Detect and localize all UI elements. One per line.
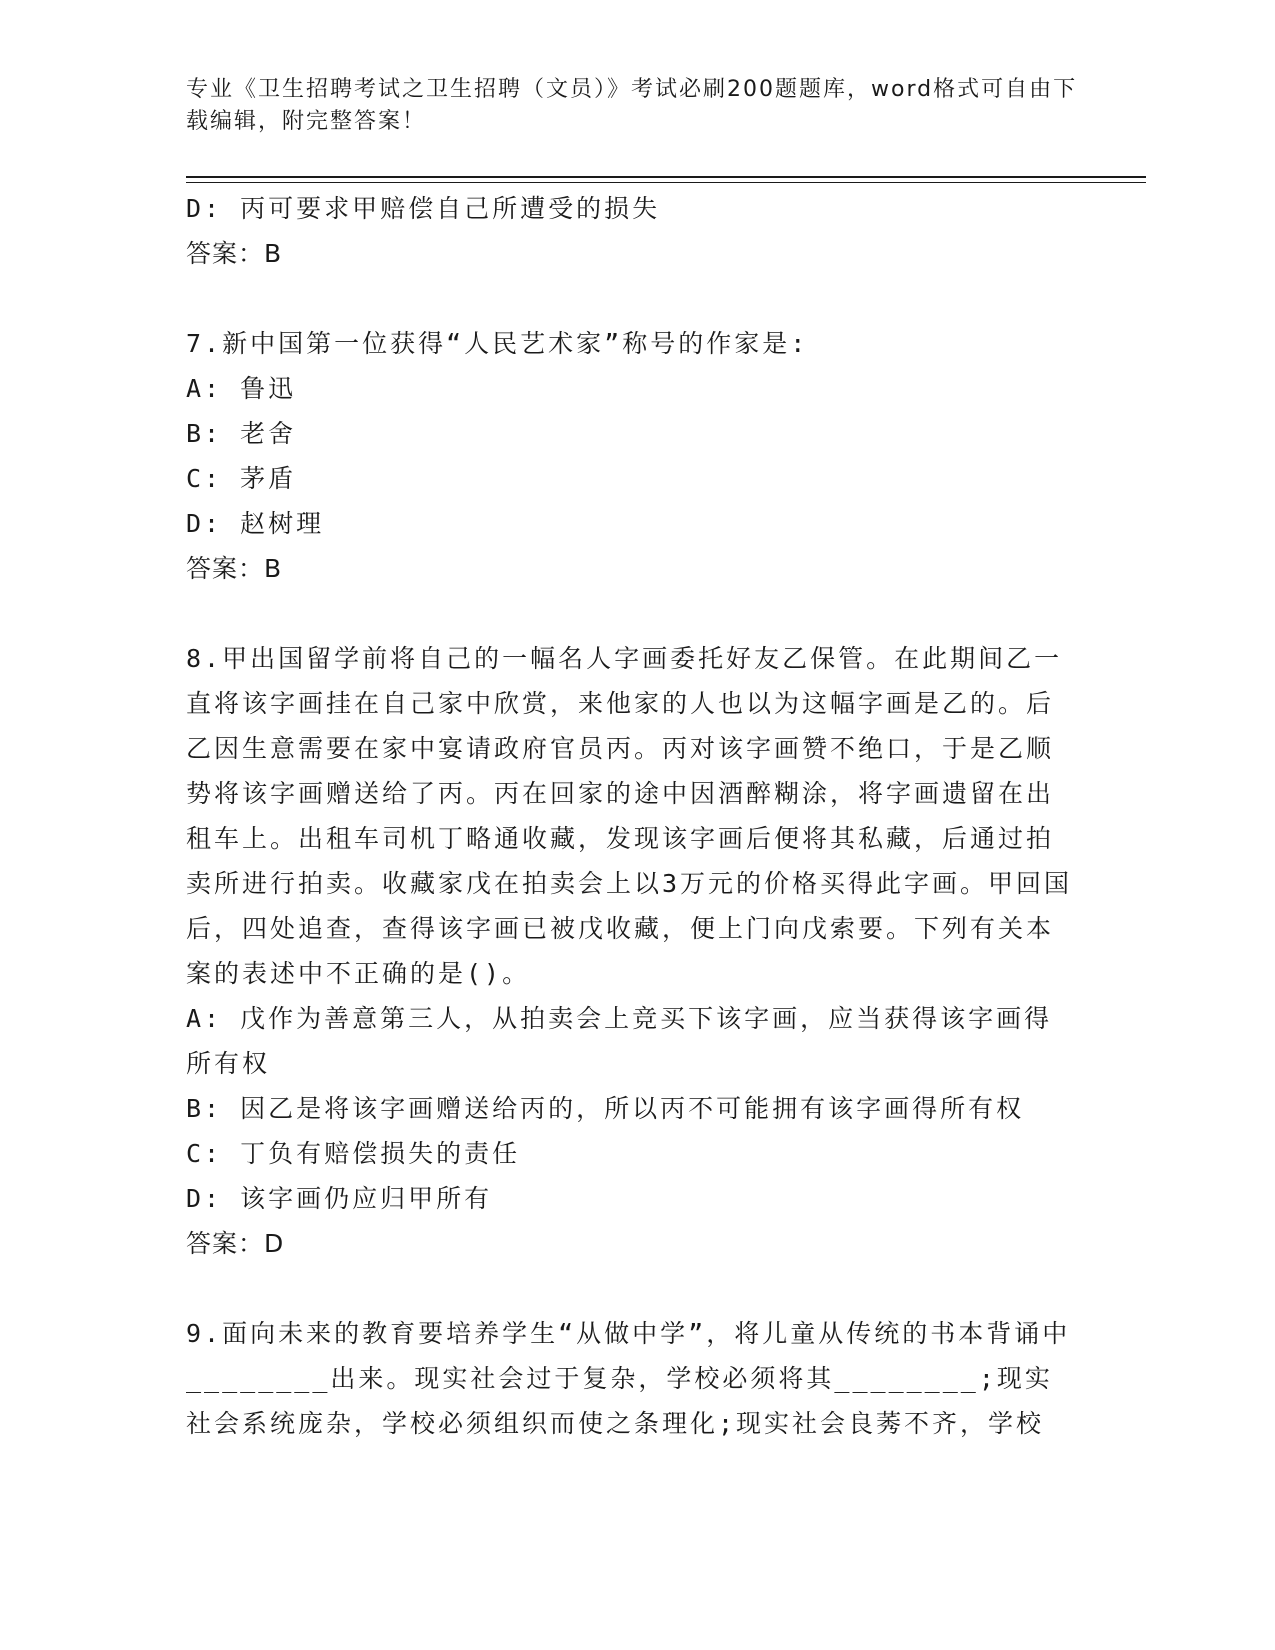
question-9	[186, 1311, 1076, 1446]
answer: 答案：D	[186, 1229, 285, 1258]
header-rule-thin	[186, 182, 1146, 183]
answer: 答案：B	[186, 554, 283, 583]
answer: 答案：B	[186, 239, 283, 268]
question-7	[186, 321, 1076, 591]
document-header: 专业《卫生招聘考试之卫生招聘（文员）》考试必刷200题题库，word格式可自由下载编辑，附完整答案！	[186, 77, 1078, 134]
option-d: D: 该字画仍应归甲所有	[186, 1184, 493, 1213]
option-d: D: 赵树理	[186, 509, 325, 538]
spacer	[186, 276, 1076, 321]
option-b: B: 因乙是将该字画赠送给丙的，所以丙不可能拥有该字画得所有权	[186, 1094, 1025, 1123]
option-c: C: 茅盾	[186, 464, 297, 493]
spacer	[186, 591, 1076, 636]
option-a: A: 戊作为善意第三人，从拍卖会上竞买下该字画，应当获得该字画得所有权	[186, 1004, 1053, 1078]
option-d: D: 丙可要求甲赔偿自己所遭受的损失	[186, 194, 661, 223]
option-b: B: 老舍	[186, 419, 297, 448]
question-stem: 8.甲出国留学前将自己的一幅名人字画委托好友乙保管。在此期间乙一直将该字画挂在自己家中欣赏，来他家的人也以为这幅字画是乙的。后乙因生意需要在家中宴请政府官员丙。丙对该字画赞不绝口，于是乙顺势将该字画赠送给了丙。丙在回家的途中因酒醉糊涂，将字画遗留在出租车上。出租车司机丁略通收藏，发现该字画后便将其私藏，后通过拍卖所进行拍卖。收藏家戊在拍卖会上以3万元的价格买得此字画。甲回国后，四处追查，查得该字画已被戊收藏，便上门向戊索要。下列有关本案的表述中不正确的是()。	[186, 644, 1073, 988]
question-8	[186, 636, 1076, 1266]
option-c: C: 丁负有赔偿损失的责任	[186, 1139, 521, 1168]
question-stem: 9.面向未来的教育要培养学生“从做中学”，将儿童从传统的书本背诵中________出来。现实社会过于复杂，学校必须将其________;现实社会系统庞杂，学校必须组织而使之条理化;现实社会良莠不齐，学校	[186, 1319, 1071, 1438]
document-body	[186, 186, 1076, 1446]
question-stem: 7.新中国第一位获得“人民艺术家”称号的作家是:	[186, 329, 809, 358]
option-a: A: 鲁迅	[186, 374, 297, 403]
header-rule-thick	[186, 176, 1146, 178]
spacer	[186, 1266, 1076, 1311]
